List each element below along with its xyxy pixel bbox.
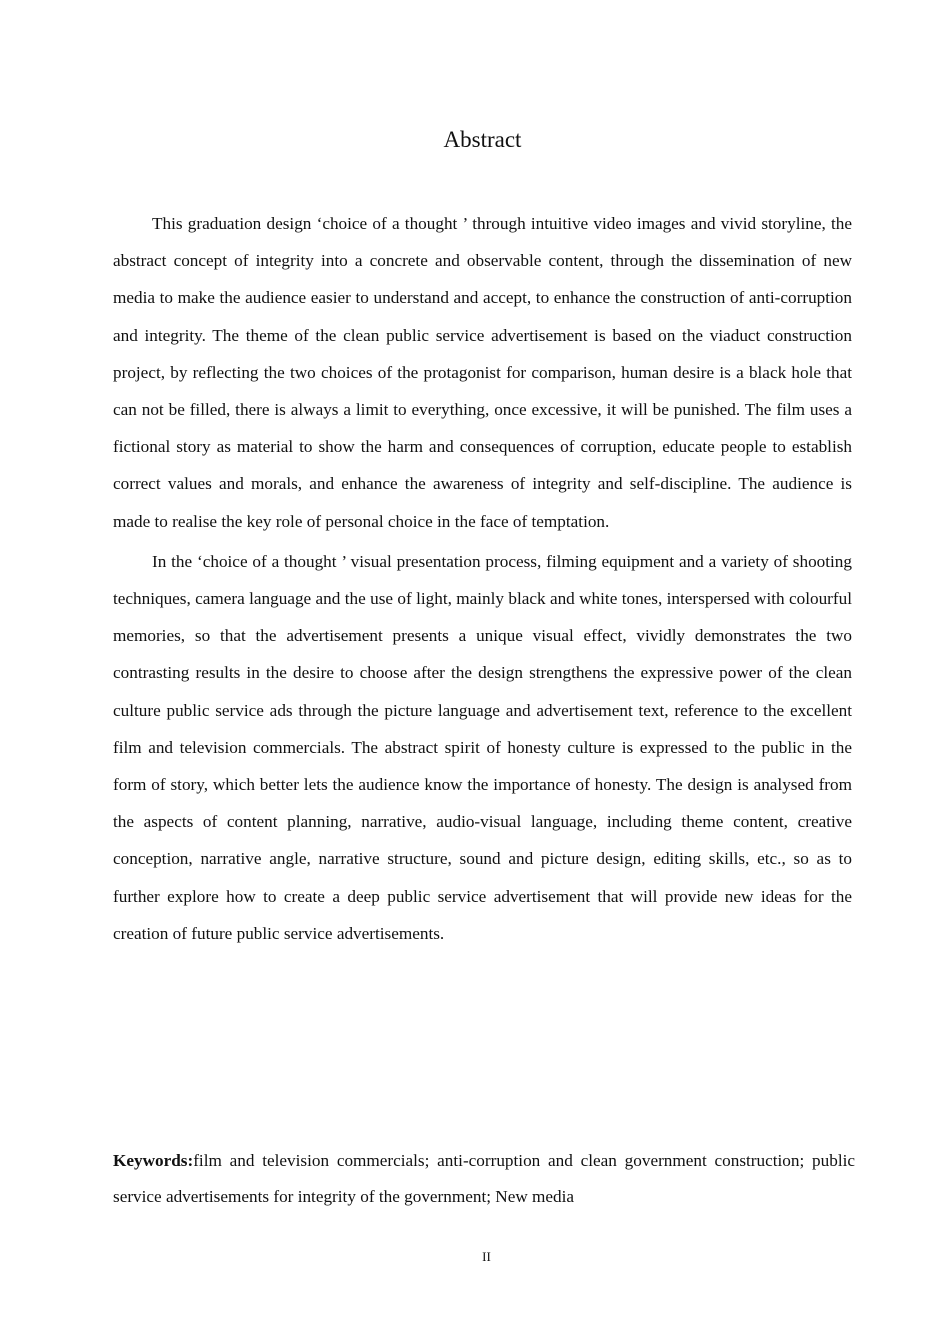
keywords-label: Keywords: xyxy=(113,1151,194,1170)
abstract-body xyxy=(113,205,852,955)
page-number: II xyxy=(482,1249,491,1264)
keywords-line xyxy=(113,1143,855,1215)
abstract-paragraph-2: In the ‘choice of a thought ’ visual presentation process, filming equipment and a variety of shooting techniques, camera language and the use of light, mainly black and white tones, interspersed with colourful memories, so that the advertisement presents a unique visual effect, vividly demonstrates the two contrasting results in the desire to choose after the design strengthens the expressive power of the clean culture public service ads through the picture language and advertisement text, reference to the excellent film and television commercials. The abstract spirit of honesty culture is expressed to the public in the form of story, which better lets the audience know the importance of honesty. The design is analysed from the aspects of content planning, narrative, audio-visual language, including theme content, creative conception, narrative angle, narrative structure, sound and picture design, editing skills, etc., so as to further explore how to create a deep public service advertisement that will provide new ideas for the creation of future public service advertisements. xyxy=(113,551,852,943)
abstract-title: Abstract xyxy=(443,127,522,152)
abstract-paragraph-1: This graduation design ‘choice of a thought ’ through intuitive video images and vivid storyline, the abstract concept of integrity into a concrete and observable content, through the dissemination of new media to make the audience easier to understand and accept, to enhance the construction of anti-corruption and integrity. The theme of the clean public service advertisement is based on the viaduct construction project, by reflecting the two choices of the protagonist for comparison, human desire is a black hole that can not be filled, there is always a limit to everything, once excessive, it will be punished. The film uses a fictional story as material to show the harm and consequences of corruption, educate people to establish correct values and morals, and enhance the awareness of integrity and self-discipline. The audience is made to realise the key role of personal choice in the face of temptation. xyxy=(113,214,852,531)
keywords-text: film and television commercials; anti-corruption and clean government construction; public service advertisements for integrity of the government; New media xyxy=(113,1151,855,1206)
